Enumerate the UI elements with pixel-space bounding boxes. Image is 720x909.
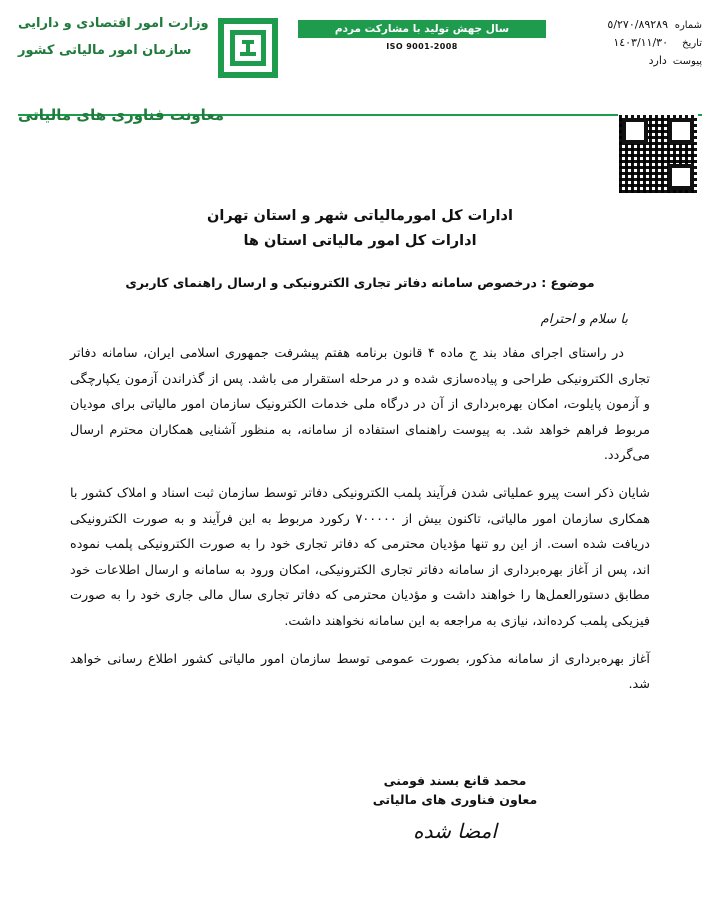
meta-value-date: ١٤٠٣/١١/٣٠: [613, 36, 668, 49]
meta-row-attachment: [552, 54, 702, 67]
organization-name: سازمان امور مالیاتی کشور: [18, 43, 192, 58]
letterhead-meta-block: [552, 18, 702, 72]
footer-divider: [18, 882, 702, 883]
salutation: با سلام و احترام: [540, 312, 628, 327]
iran-national-emblem-icon: [214, 14, 282, 82]
organization-block: [18, 16, 209, 58]
signatory-title: معاون فناوری های مالیاتی: [372, 792, 538, 807]
addressees-block: [0, 208, 720, 249]
letter-body: [70, 341, 650, 698]
meta-label-number: شماره: [674, 20, 702, 31]
deputy-department-line: معاونت فناوری های مالیاتی: [18, 106, 225, 124]
addressee-line-2: ادارات کل امور مالیاتی استان ها: [243, 233, 477, 249]
body-paragraph-2: شایان ذکر است پیرو عملیاتی شدن فرآیند پلمب الکترونیکی دفاتر توسط سازمان ثبت اسناد و املاک کشور با همکاری سازمان امور مالیاتی، تاکنون بیش از ۷۰۰۰۰۰ رکورد مربوط به این فرآیند و به صورت الکترونیکی دریافت شده است. از این رو تنها مؤدیان محترمی که دفاتر تجاری خود را به صورت الکترونیکی پلمب نموده اند، پس از آغاز بهره‌برداری از سامانه دفاتر تجاری الکترونیکی، امکان ورود به سامانه و ارسال اطلاعات خود مطابق دستورالعمل‌ها را خواهند داشت و مؤدیان محترمی که دفاتر تجاری سال مالی جاری خود را به صورت فیزیکی پلمب کرده‌اند، نیازی به مراجعه به این سامانه نخواهند داشت.: [70, 485, 650, 629]
ministry-name: وزارت امور اقتصادی و دارایی: [18, 16, 209, 31]
meta-label-attachment: پیوست: [672, 56, 702, 67]
body-paragraph-3: آغاز بهره‌برداری از سامانه مذکور، بصورت عمومی توسط سازمان امور مالیاتی کشور اطلاع رسانی خواهد شد.: [70, 651, 650, 693]
signatory-name: محمد قانع بسند فومنی: [383, 773, 527, 788]
iso-standard-label: ISO 9001-2008: [386, 42, 458, 51]
body-paragraph-1: در راستای اجرای مفاد بند ج ماده ۴ قانون برنامه هفتم پیشرفت جمهوری اسلامی ایران، سامانه دفاتر تجاری الکترونیکی طراحی و پیاده‌سازی شده و در مرحله استقرار می باشد. پس از گذراندن آزمون یکپارچگی و آزمون پایلوت، امکان بهره‌برداری از آن در درگاه ملی خدمات الکترونیک سازمان امور مالیاتی برای مودیان مربوط فراهم خواهد شد. به پیوست راهنمای استفاده از سامانه، به منظور آشنایی همکاران محترم ارسال می‌گردد.: [70, 346, 650, 464]
signature-mark: امضا شده: [413, 819, 497, 843]
meta-value-number: ٥/٢٧٠/٨٩٢٨٩: [607, 18, 668, 31]
meta-row-number: [552, 18, 702, 31]
meta-label-date: تاریخ: [682, 38, 702, 49]
letterhead-banner: [298, 20, 546, 51]
letterhead: [18, 14, 702, 116]
subject-line: موضوع : درخصوص سامانه دفاتر تجاری الکترونیکی و ارسال راهنمای کاربری: [125, 275, 595, 290]
year-slogan: سال جهش تولید با مشارکت مردم: [298, 20, 546, 38]
qr-code: [618, 114, 698, 194]
meta-row-date: [552, 36, 702, 49]
qr-alignment-marker: [668, 164, 694, 190]
signature-block: [340, 773, 570, 843]
addressee-line-1: ادارات کل امورمالیاتی شهر و استان تهران: [207, 208, 513, 224]
meta-value-attachment: دارد: [648, 54, 667, 67]
